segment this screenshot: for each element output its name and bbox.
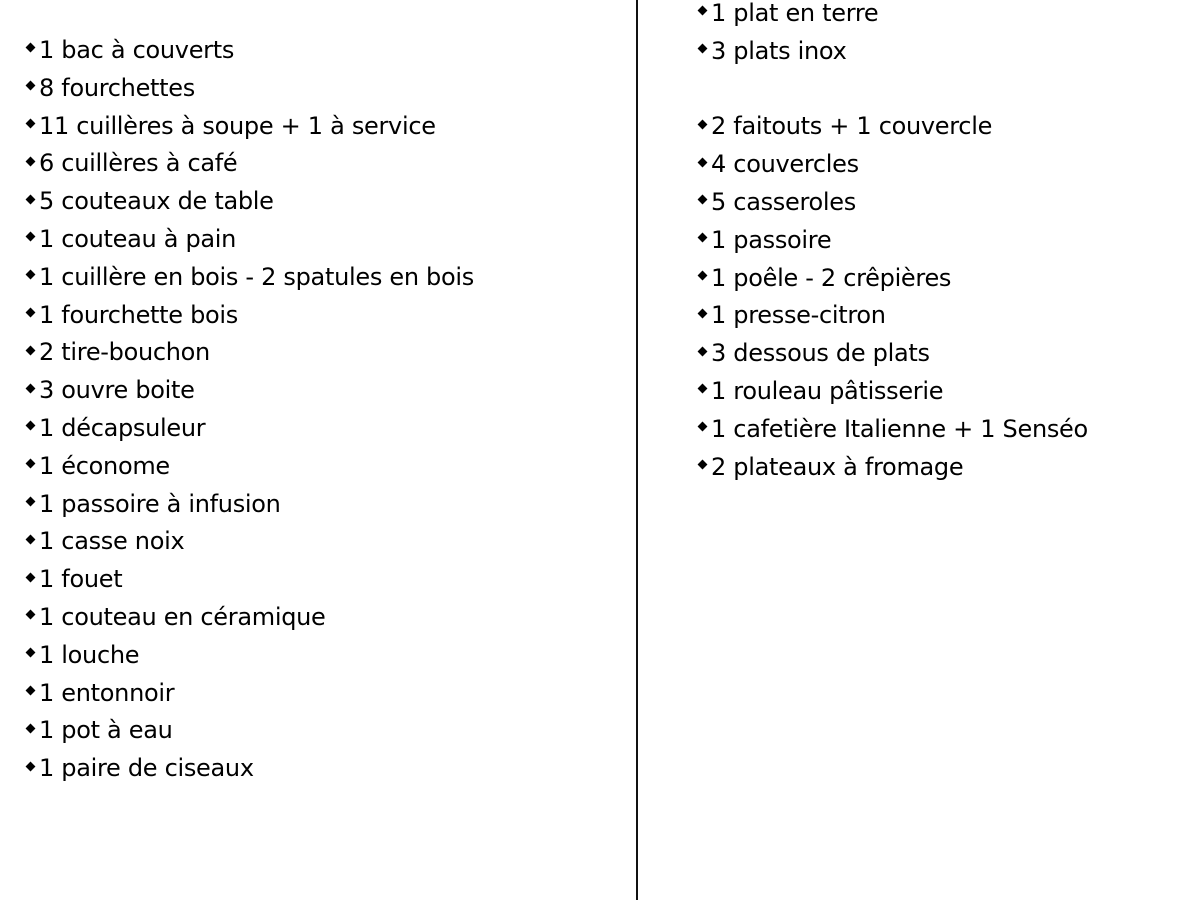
diamond-bullet-icon — [26, 232, 36, 242]
list-item — [25, 183, 474, 221]
diamond-bullet-icon — [26, 308, 36, 318]
list-item — [697, 373, 1088, 411]
diamond-bullet-icon — [698, 460, 708, 470]
item-label: 1 poêle - 2 crêpières — [711, 263, 952, 292]
diamond-bullet-icon — [698, 6, 708, 16]
item-label: 3 ouvre boite — [39, 376, 195, 405]
diamond-bullet-icon — [698, 308, 708, 318]
item-label: 5 couteaux de table — [39, 187, 274, 216]
list-item — [25, 297, 474, 335]
list-item — [697, 449, 1088, 487]
list-item — [25, 637, 474, 675]
list-item — [25, 32, 474, 70]
item-label: 2 plateaux à fromage — [711, 452, 964, 481]
diamond-bullet-icon — [26, 459, 36, 469]
item-label: 5 casseroles — [711, 187, 856, 216]
item-label: 1 pot à eau — [39, 716, 173, 745]
item-label: 1 rouleau pâtisserie — [711, 376, 944, 405]
list-item — [25, 712, 474, 750]
list-item — [25, 108, 474, 146]
item-label: 1 presse-citron — [711, 301, 886, 330]
diamond-bullet-icon — [698, 44, 708, 54]
item-label: 1 passoire à infusion — [39, 489, 281, 518]
item-label: 1 paire de ciseaux — [39, 754, 254, 783]
diamond-bullet-icon — [698, 384, 708, 394]
list-item — [697, 71, 1088, 109]
item-label: 1 passoire — [711, 225, 832, 254]
diamond-bullet-icon — [26, 119, 36, 129]
diamond-bullet-icon — [26, 761, 36, 771]
diamond-bullet-icon — [26, 156, 36, 166]
diamond-bullet-icon — [698, 195, 708, 205]
diamond-bullet-icon — [26, 610, 36, 620]
diamond-bullet-icon — [698, 422, 708, 432]
list-item — [697, 260, 1088, 298]
diamond-bullet-icon — [26, 648, 36, 658]
list-item — [25, 486, 474, 524]
diamond-bullet-icon — [698, 157, 708, 167]
item-label: 4 couvercles — [711, 150, 859, 179]
diamond-bullet-icon — [698, 119, 708, 129]
list-item — [697, 222, 1088, 260]
diamond-bullet-icon — [698, 346, 708, 356]
left-column-list — [25, 32, 474, 788]
item-label: 3 dessous de plats — [711, 339, 930, 368]
list-item — [25, 145, 474, 183]
item-label: 6 cuillères à café — [39, 149, 238, 178]
item-label: 1 louche — [39, 640, 140, 669]
list-item — [25, 750, 474, 788]
list-item — [25, 523, 474, 561]
list-item — [25, 675, 474, 713]
diamond-bullet-icon — [26, 383, 36, 393]
right-column-list — [697, 0, 1088, 486]
diamond-bullet-icon — [26, 43, 36, 53]
diamond-bullet-icon — [26, 345, 36, 355]
list-item — [25, 221, 474, 259]
diamond-bullet-icon — [26, 270, 36, 280]
list-item — [25, 561, 474, 599]
list-item — [697, 33, 1088, 71]
diamond-bullet-icon — [698, 233, 708, 243]
diamond-bullet-icon — [26, 723, 36, 733]
item-label: 1 fourchette bois — [39, 300, 238, 329]
item-label: 1 bac à couverts — [39, 36, 235, 64]
item-label: 1 économe — [39, 451, 170, 480]
item-label: 2 faitouts + 1 couvercle — [711, 112, 993, 141]
list-item — [697, 411, 1088, 449]
list-item — [25, 448, 474, 486]
diamond-bullet-icon — [26, 421, 36, 431]
list-item — [25, 372, 474, 410]
list-item — [25, 259, 474, 297]
list-item — [697, 108, 1088, 146]
list-item — [697, 297, 1088, 335]
list-item — [25, 410, 474, 448]
diamond-bullet-icon — [26, 194, 36, 204]
list-item — [25, 70, 474, 108]
item-label: 3 plats inox — [711, 36, 847, 65]
diamond-bullet-icon — [26, 685, 36, 695]
list-item — [25, 599, 474, 637]
item-label: 1 entonnoir — [39, 678, 175, 707]
diamond-bullet-icon — [26, 572, 36, 582]
diamond-bullet-icon — [26, 534, 36, 544]
item-label: 11 cuillères à soupe + 1 à service — [39, 111, 436, 140]
list-item — [697, 335, 1088, 373]
diamond-bullet-icon — [698, 271, 708, 281]
item-label: 1 couteau en céramique — [39, 602, 326, 631]
item-label: 1 cuillère en bois - 2 spatules en bois — [39, 262, 474, 291]
item-label: 1 fouet — [39, 565, 123, 594]
item-label: 1 décapsuleur — [39, 413, 206, 442]
column-divider — [636, 0, 638, 900]
list-item — [697, 146, 1088, 184]
item-label: 2 tire-bouchon — [39, 338, 210, 367]
item-label: 8 fourchettes — [39, 73, 195, 102]
list-item — [25, 334, 474, 372]
diamond-bullet-icon — [26, 497, 36, 507]
list-item — [697, 184, 1088, 222]
item-label: 1 casse noix — [39, 527, 185, 556]
diamond-bullet-icon — [26, 81, 36, 91]
item-label: 1 cafetière Italienne + 1 Senséo — [711, 414, 1088, 443]
item-label: 1 plat en terre — [711, 0, 879, 27]
list-item — [697, 0, 1088, 33]
item-label: 1 couteau à pain — [39, 224, 237, 253]
